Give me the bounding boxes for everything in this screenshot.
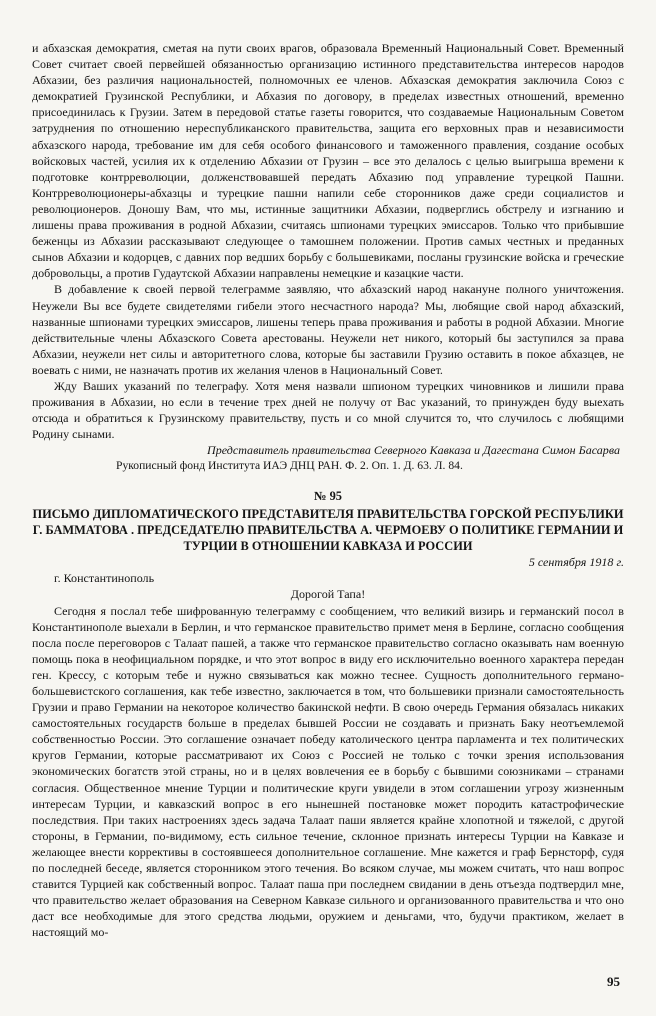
page-number: 95 xyxy=(607,974,620,989)
letter-place: г. Константинополь xyxy=(54,571,155,586)
paragraph-awaiting-instructions: Жду Ваших указаний по телеграфу. Хотя меня назвали шпионом турецких чиновников и лишили права проживания в Абхазии, но если в течение трех дней не получу от Вас указаний, то принужден буду выехать отсюда и обратиться к Грузинскому правительству, пусть и со мной случится то, что случилось с любящими Родину сынами. xyxy=(32,378,624,442)
paragraph-continued: и абхазская демократия, сметая на пути своих врагов, образовала Временный Национальный Совет. Временный Совет считает своей первейшей обязанностью организацию истинного представительства интересов народов Абхазии, без различия национальностей, полномочных ее членов. Абхазская демократия заключила Союз с демократией Грузинской Республики, и Абхазия по договору, в пределах известных отношений, временно присоединилась к Грузии. Затем в передовой статье газеты говорится, что создаваемые Национальным Советом затруднения по отношению нереспубликанского правительства, защита его верховных прав и независимости абхазского народа, требование им для себя особого финансового и таможенного правления, создание особых войсковых частей, усилия их к отделению Абхазии от Грузин – все это делалось с целью выигрыша времени к подготовке контрреволюции, долженствовавшей передать Абхазию под управление турецкой Пашни. Контрреволюционеры-абхазцы и турецкие пашни напили себе сторонников даже среди социалистов и революционеров. Доношу Вам, что мы, истинные защитники Абхазии, подверглись обстрелу и изгнанию и лишены права проживания в родной Абхазии, считаясь шпионами турецких эмиссаров. Только что прибывшие беженцы из Абхазии рассказывают следующее о тамошнем положении. Против самых честных и преданных сынов Абхазии и кодорцев, с давних пор ведших борьбу с большевиками, посланы грузинские войска и греческие добровольцы, а против Гудаутской Абхазии направлены немецкие и казацкие части. xyxy=(32,41,624,281)
document-number: № 95 xyxy=(314,488,342,503)
document-date: 5 сентября 1918 г. xyxy=(528,555,624,570)
document-title: ПИСЬМО ДИПЛОМАТИЧЕСКОГО ПРЕДСТАВИТЕЛЯ ПРАВИТЕЛЬСТВА ГОРСКОЙ РЕСПУБЛИКИ Г. БАММАТОВА . ПРЕДСЕДАТЕЛЮ ПРАВИТЕЛЬСТВА А. ЧЕРМОЕВУ О ПОЛИТИКЕ ГЕРМАНИИ И ТУРЦИИ В ОТНОШЕНИИ КАВКАЗА И РОССИИ xyxy=(32,506,624,554)
paragraph-addition: В добавление к своей первой телеграмме заявляю, что абхазский народ накануне полного уничтожения. Неужели Вы все будете свидетелями гибели этого несчастного народа? Мы, любящие свой народ абхазский, названные шпионами турецких эмиссаров, лишены теперь права проживания и работы в родной Абхазии. Многие действительные члены Абхазского Совета арестованы. Неужели нет никого, который бы заступился за права Абхазии, неужели нет силы и авторитетного слова, которые бы заставили Грузию оставить в покое абхазцев, не воевать с ними, не назначать против их желания членов в Национальный Совет. xyxy=(32,282,624,377)
letter-greeting: Дорогой Тапа! xyxy=(290,587,366,602)
signature: Представитель правительства Северного Кавказа и Дагестана Симон Басарва xyxy=(207,443,620,458)
letter-paragraph: Сегодня я послал тебе шифрованную телеграмму с сообщением, что великий визирь и германский посол в Константинополе выехали в Берлин, и что германское правительство примет меня в Берлине, согласно сообщения посла после переговоров с Талаат пашей, а также что германское правительство согласно оказывать нам военную помощь пока в неофициальном порядке, и что этот вопрос в виду его исключительно военного характера передан ген. Крессу, с которым тебе и нужно связываться как можно теснее. Сущность дополнительного германо-большевистского соглашения, как тебе известно, заключается в том, что большевики признали самостоятельность Грузии и право Германии на некоторое количество бакинской нефти. В свою очередь Германия обязалась никаких самостоятельных государств больше в пределах бывшей России не создавать и признать Баку неотъемлемой собственностью России. Это соглашение означает победу католического центра парламента и тех политических кругов Германии, которые рассматривают их Союз с Россией не только с точки зрения использования экономических богатств этой страны, но и в целях вовлечения ее в борьбу с бывшими союзниками – странами согласия. Общественное мнение Турции и политические круги увидели в этом соглашении угрозу жизненным интересам Турции, и кавказский вопрос в его нынешней постановке может породить катастрофические последствия. При таких настроениях здесь задача Талаат паши является крайне хлопотной и тяжелой, с другой стороны, в Германии, по-видимому, есть сильное течение, склонное признать интересы Турции на Кавказе и желающее внести коррективы в состоявшееся дополнительное соглашение. Мне кажется и граф Бернсторф, судя по последней беседе, является сторонником этого течения. Во всяком случае, мы можем считать, что наш вопрос ставится Турцией как собственный вопрос. Талаат паша при последнем свидании в день отъезда подтвердил мне, что правительство желает образования на Северном Кавказе сильного и организованного правительства и что оно даст все необходимые для этого средства людьми, оружием и деньгами, что, будучи практиком, желает в настоящий мо- xyxy=(32,603,624,940)
page-body xyxy=(32,40,624,940)
archive-source: Рукописный фонд Института ИАЭ ДНЦ РАН. Ф. 2. Оп. 1. Д. 63. Л. 84. xyxy=(116,459,463,473)
